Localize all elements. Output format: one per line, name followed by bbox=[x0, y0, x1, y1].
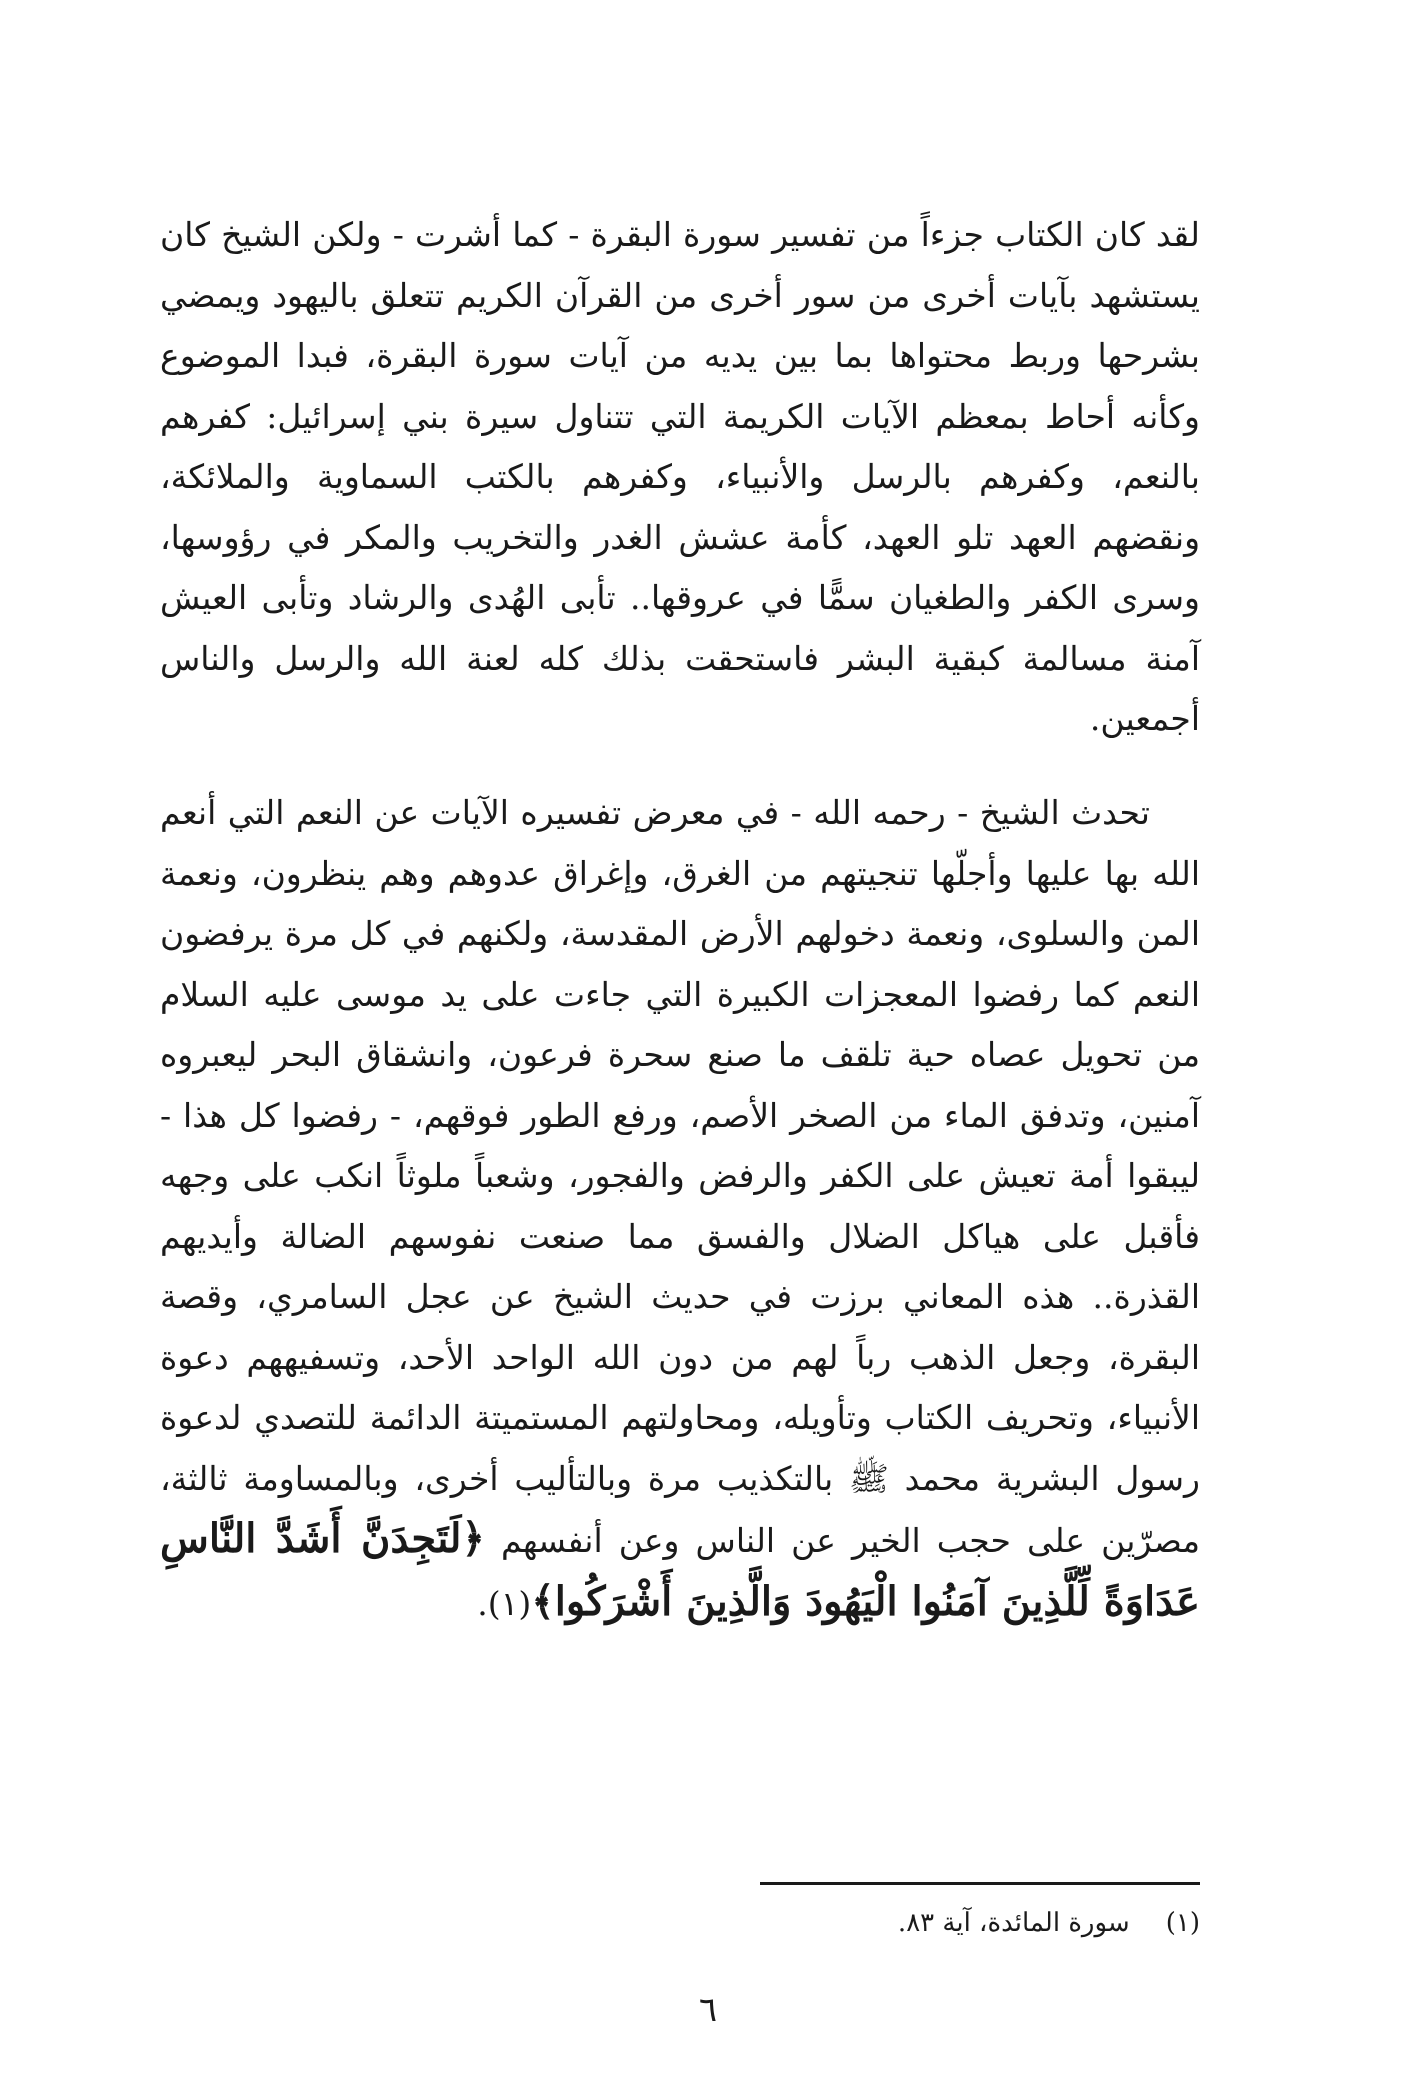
paragraph-2 bbox=[160, 783, 1200, 1634]
footnote-number: (١) bbox=[1165, 1908, 1200, 1938]
footnote-text: سورة المائدة، آية ٨٣. bbox=[897, 1908, 1130, 1938]
paragraph-1: لقد كان الكتاب جزءاً من تفسير سورة البقرة - كما أشرت - ولكن الشيخ كان يستشهد بآيات أخرى من سور أخرى من القرآن الكريم تتعلق باليهود ويمضي بشرحها وربط محتواها بما بين يديه من آيات سورة البقرة، فبدا الموضوع وكأنه أحاط بمعظم الآيات الكريمة التي تتناول سيرة بني إسرائيل: كفرهم بالنعم، وكفرهم بالرسل والأنبياء، وكفرهم بالكتب السماوية والملائكة، ونقضهم العهد تلو العهد، كأمة عشش الغدر والتخريب والمكر في رؤوسها، وسرى الكفر والطغيان سمًّا في عروقها.. تأبى الهُدى والرشاد وتأبى العيش آمنة مسالمة كبقية البشر فاستحقت بذلك كله لعنة الله والرسل والناس أجمعين. bbox=[160, 215, 1200, 738]
footnote-divider bbox=[760, 1882, 1200, 1885]
paragraph-2-text: تحدث الشيخ - رحمه الله - في معرض تفسيره الآيات عن النعم التي أنعم الله بها عليها وأجلّها تنجيتهم من الغرق، وإغراق عدوهم وهم ينظرون، ونعمة المن والسلوى، ونعمة دخولهم الأرض المقدسة، ولكنهم في كل مرة يرفضون النعم كما رفضوا المعجزات الكبيرة التي جاءت على يد موسى عليه السلام من تحويل عصاه حية تلقف ما صنع سحرة فرعون، وانشقاق البحر ليعبروه آمنين، وتدفق الماء من الصخر الأصم، ورفع الطور فوقهم، - رفضوا كل هذا - ليبقوا أمة تعيش على الكفر والرفض والفجور، وشعباً ملوثاً انكب على وجهه فأقبل على هياكل الضلال والفسق مما صنعت نفوسهم الضالة وأيديهم القذرة.. هذه المعاني برزت في حديث الشيخ عن عجل السامري، وقصة البقرة، وجعل الذهب رباً لهم من دون الله الواحد الأحد، وتسفيههم دعوة الأنبياء، وتحريف الكتاب وتأويله، ومحاولتهم المستميتة الدائمة للتصدي لدعوة رسول البشرية محمد ﷺ بالتكذيب مرة وبالتأليب أخرى، وبالمساومة ثالثة، مصرّين على حجب الخير عن الناس وعن أنفسهم bbox=[160, 793, 1200, 1560]
quran-verse: ﴿لَتَجِدَنَّ أَشَدَّ النَّاسِ عَدَاوَةً لِّلَّذِينَ آمَنُوا الْيَهُودَ وَالَّذِينَ أَشْرَكُوا﴾ bbox=[160, 1515, 1200, 1625]
footnote bbox=[560, 1898, 1200, 1948]
footnote-reference: (١). bbox=[477, 1583, 532, 1623]
page-number: ٦ bbox=[698, 1990, 718, 2030]
